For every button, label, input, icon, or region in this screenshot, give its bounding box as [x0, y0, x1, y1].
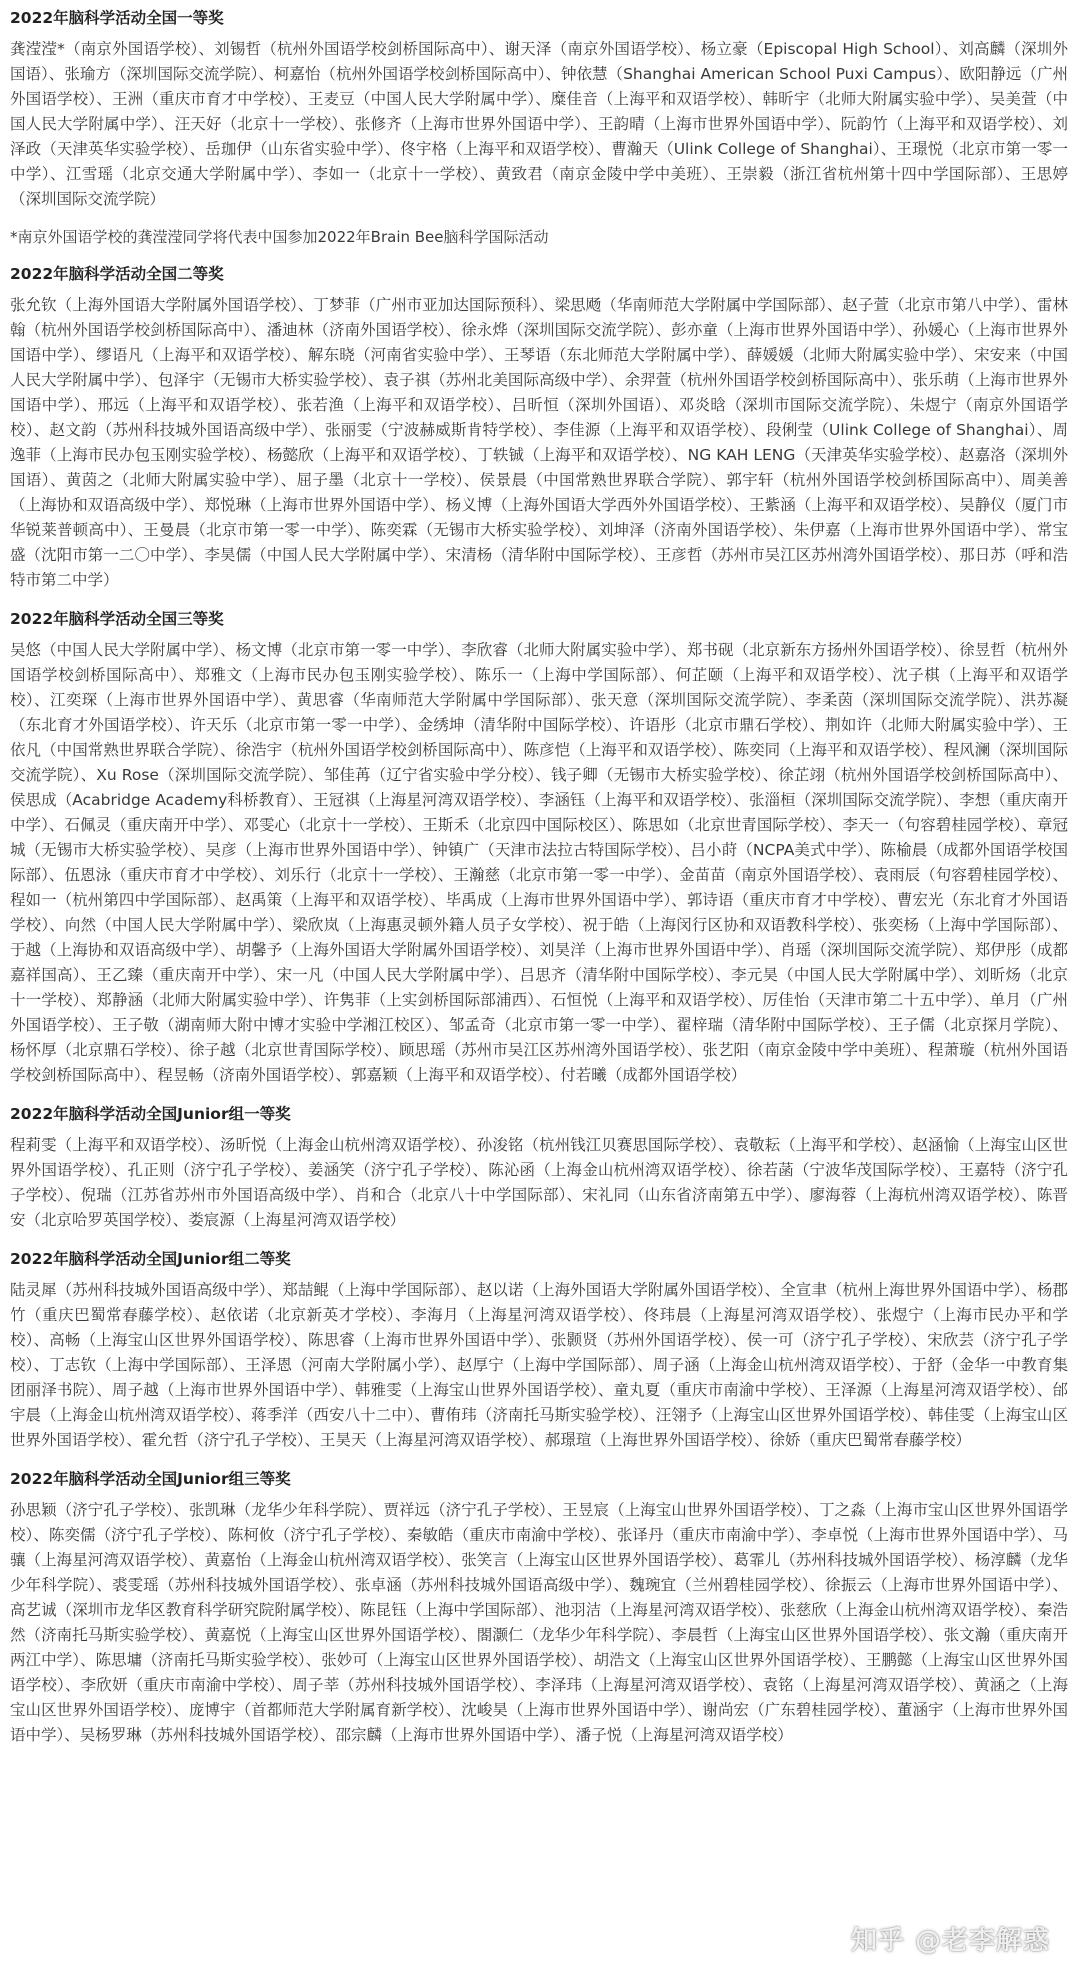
- section-body-junior-third-prize: 孙思颖（济宁孔子学校）、张凯琳（龙华少年科学院）、贾祥远（济宁孔子学校）、王昱宸（上海宝山世界外国语学校）、丁之淼（上海市宝山区世界外国语学校）、陈奕儒（济宁孔子学校）、陈柯攸（济宁孔子学校）、秦敏皓（重庆市南渝中学校）、张译丹（重庆市南渝中学）、李卓悦（上海市世界外国语中学）、马骧（上海星河湾双语学校）、黄嘉怡（上海金山杭州湾双语学校）、张笑言（上海宝山区世界外国语学校）、葛霏儿（苏州科技城外国语学校）、杨淳麟（龙华少年科学院）、裘雯瑶（苏州科技城外国语学校）、张卓涵（苏州科技城外国语高级中学）、魏琬宜（兰州碧桂园学校）、徐振云（上海市世界外国语中学）、高艺诚（深圳市龙华区教育科学研究院附属学校）、陈昆钰（上海中学国际部）、池羽洁（上海星河湾双语学校）、张慈欣（上海金山杭州湾双语学校）、秦浩然（济南托马斯实验学校）、黄嘉悦（上海宝山区世界外国语学校）、閤灏仁（龙华少年科学院）、李晨哲（上海宝山区世界外国语学校）、张文瀚（重庆南开两江中学）、陈思墉（济南托马斯实验学校）、张妙可（上海宝山区世界外国语学校）、胡浩文（上海宝山区世界外国语学校）、王鹏懿（上海宝山区世界外国语学校）、李欣妍（重庆市南渝中学校）、周子莘（苏州科技城外国语学校）、李泽玮（上海星河湾双语学校）、袁铭（上海星河湾双语学校）、黄涵之（上海宝山区世界外国语学校）、庞博宇（首都师范大学附属育新学校）、沈峻昊（上海市世界外国语中学）、谢尚宏（广东碧桂园学校）、董涵宇（上海市世界外国语中学）、吴杨罗琳（苏州科技城外国语学校）、邵宗麟（上海市世界外国语中学）、潘子悦（上海星河湾双语学校）: [10, 1501, 1068, 1744]
- footnote-brain-bee-representative: *南京外国语学校的龚滢滢同学将代表中国参加2022年Brain Bee脑科学国际活动: [10, 228, 549, 246]
- section-title-national-second-prize: 2022年脑科学活动全国二等奖: [10, 265, 224, 283]
- section-title-junior-third-prize: 2022年脑科学活动全国Junior组三等奖: [10, 1470, 291, 1488]
- section-body-junior-first-prize: 程莉雯（上海平和双语学校）、汤昕悦（上海金山杭州湾双语学校）、孙浚铭（杭州钱江贝赛思国际学校）、袁敬耘（上海平和学校）、赵涵愉（上海宝山区世界外国语学校）、孔正则（济宁孔子学校）、姜涵笑（济宁孔子学校）、陈沁函（上海金山杭州湾双语学校）、徐若菡（宁波华茂国际学校）、王嘉特（济宁孔子学校）、倪瑞（江苏省苏州市外国语高级中学）、肖和合（北京八十中学国际部）、宋礼同（山东省济南第五中学）、廖海蓉（上海杭州湾双语学校）、陈晋安（北京哈罗英国学校）、娄宸源（上海星河湾双语学校）: [10, 1136, 1068, 1229]
- section-title-national-third-prize: 2022年脑科学活动全国三等奖: [10, 610, 224, 628]
- section-body-national-third-prize: 吴悠（中国人民大学附属中学）、杨文博（北京市第一零一中学）、李欣睿（北师大附属实验中学）、郑书砚（北京新东方扬州外国语学校）、徐昱哲（杭州外国语学校剑桥国际高中）、郑雅文（上海市民办包玉刚实验学校）、陈乐一（上海中学国际部）、何芷颐（上海平和双语学校）、沈子棋（上海平和双语学校）、江奕琛（上海市世界外国语中学）、黄思睿（华南师范大学附属中学国际部）、张天意（深圳国际交流学院）、李柔茵（深圳国际交流学院）、洪苏凝（东北育才外国语学校）、许天乐（北京市第一零一中学）、金绣坤（清华附中国际学校）、许语彤（北京市鼎石学校）、荆如许（北师大附属实验中学）、王依凡（中国常熟世界联合学院）、徐浩宇（杭州外国语学校剑桥国际高中）、陈彦恺（上海平和双语学校）、陈奕同（上海平和双语学校）、程风澜（深圳国际交流学院）、Xu Rose（深圳国际交流学院）、邹佳苒（辽宁省实验中学分校）、钱子卿（无锡市大桥实验学校）、徐芷翊（杭州外国语学校剑桥国际高中）、侯思成（Acabridge Academy科桥教育）、王冠祺（上海星河湾双语学校）、李涵钰（上海平和双语学校）、张淄桓（深圳国际交流学院）、李想（重庆南开中学）、石佩灵（重庆南开中学）、邓雯心（北京十一学校）、王斯禾（北京四中国际校区）、陈思如（北京世青国际学校）、李天一（句容碧桂园学校）、章冠城（无锡市大桥实验学校）、吴彦（上海市世界外国语中学）、钟镇广（天津市法拉古特国际学校）、吕小莳（NCPA美式中学）、陈榆晨（成都外国语学校国际部）、伍恩泳（重庆市育才中学校）、刘乐行（北京十一学校）、王瀚慈（北京市第一零一中学）、金苗苗（南京外国语学校）、袁雨辰（句容碧桂园学校）、程如一（杭州第四中学国际部）、赵禹策（上海平和双语学校）、毕禹成（上海市世界外国语中学）、郭诗语（重庆市育才中学校）、曹宏光（东北育才外国语学校）、向然（中国人民大学附属中学）、梁欣岚（上海惠灵顿外籍人员子女学校）、祝于皓（上海闵行区协和双语教科学校）、张奕杨（上海中学国际部）、于越（上海协和双语高级中学）、胡馨予（上海外国语大学附属外国语学校）、刘昊洋（上海市世界外国语中学）、肖瑶（深圳国际交流学院）、郑伊彤（成都嘉祥国高）、王乙臻（重庆南开中学）、宋一凡（中国人民大学附属中学）、吕思齐（清华附中国际学校）、李元昊（中国人民大学附属中学）、刘昕炀（北京十一学校）、郑静涵（北师大附属实验中学）、许隽菲（上实剑桥国际部浦西）、石恒悦（上海平和双语学校）、厉佳怡（天津市第二十五中学）、单月（广州外国语学校）、王子敬（湖南师大附中博才实验中学湘江校区）、邹孟奇（北京市第一零一中学）、翟梓瑞（清华附中国际学校）、王子儒（北京探月学院）、杨怀厚（北京鼎石学校）、徐子越（北京世青国际学校）、顾思瑶（苏州市吴江区苏州湾外国语学校）、张艺阳（南京金陵中学中美班）、程萧璇（杭州外国语学校剑桥国际高中）、程昱畅（济南外国语学校）、郭嘉颖（上海平和双语学校）、付若曦（成都外国语学校）: [10, 641, 1068, 1084]
- section-title-national-first-prize: 2022年脑科学活动全国一等奖: [10, 9, 224, 27]
- section-body-national-second-prize: 张允钦（上海外国语大学附属外国语学校）、丁梦菲（广州市亚加达国际预科）、梁思飏（华南师范大学附属中学国际部）、赵子萱（北京市第八中学）、雷林翰（杭州外国语学校剑桥国际高中）、潘迪林（济南外国语学校）、徐永烨（深圳国际交流学院）、彭亦童（上海市世界外国语中学）、孙媛心（上海市世界外国语中学）、缪语凡（上海平和双语学校）、解东晓（河南省实验中学）、王琴语（东北师范大学附属中学）、薛媛媛（北师大附属实验中学）、宋安来（中国人民大学附属中学）、包泽宇（无锡市大桥实验学校）、袁子祺（苏州北美国际高级中学）、余羿萱（杭州外国语学校剑桥国际高中）、张乐萌（上海市世界外国语中学）、邢远（上海平和双语学校）、张若渔（上海平和双语学校）、吕昕恒（深圳外国语）、邓炎晗（深圳市国际交流学院）、朱煜宁（南京外国语学校）、赵文韵（苏州科技城外国语高级中学）、张丽雯（宁波赫威斯肯特学校）、李佳源（上海平和双语学校）、段俐莹（Ulink College of Shanghai）、周逸菲（上海市民办包玉刚实验学校）、杨懿欣（上海平和双语学校）、丁轶铖（上海平和双语学校）、NG KAH LENG（天津英华实验学校）、赵嘉洛（深圳外国语）、黄茵之（北师大附属实验中学）、屈子墨（北京十一学校）、侯景晨（中国常熟世界联合学院）、郭宇轩（杭州外国语学校剑桥国际高中）、周美善（上海协和双语高级中学）、郑悦琳（上海市世界外国语中学）、杨义博（上海外国语大学西外外国语学校）、王紫涵（上海平和双语学校）、吴静仪（厦门市华锐莱普顿高中）、王曼晨（北京市第一零一中学）、陈奕霖（无锡市大桥实验学校）、刘坤泽（济南外国语学校）、朱伊嘉（上海市世界外国语中学）、常宝盛（沈阳市第一二〇中学）、李昊儒（中国人民大学附属中学）、宋清杨（清华附中国际学校）、王彦哲（苏州市吴江区苏州湾外国语学校）、那日苏（呼和浩特市第二中学）: [10, 296, 1068, 589]
- section-body-junior-second-prize: 陆灵犀（苏州科技城外国语高级中学）、郑喆鲲（上海中学国际部）、赵以诺（上海外国语大学附属外国语学校）、全宣聿（杭州上海世界外国语中学）、杨郡竹（重庆巴蜀常春藤学校）、赵依诺（北京新英才学校）、李海月（上海星河湾双语学校）、佟玮晨（上海星河湾双语学校）、张煜宁（上海市民办平和学校）、高畅（上海宝山区世界外国语学校）、陈思睿（上海市世界外国语中学）、张颢贤（苏州外国语学校）、侯一可（济宁孔子学校）、宋欣芸（济宁孔子学校）、丁志钦（上海中学国际部）、王泽恩（河南大学附属小学）、赵厚宁（上海中学国际部）、周子涵（上海金山杭州湾双语学校）、于舒（金华一中教育集团丽泽书院）、周子越（上海市世界外国语中学）、韩雅雯（上海宝山世界外国语学校）、童丸夏（重庆市南渝中学校）、王泽源（上海星河湾双语学校）、邰宇晨（上海金山杭州湾双语学校）、蒋季洋（西安八十二中）、曹侑玮（济南托马斯实验学校）、汪翎予（上海宝山区世界外国语学校）、韩佳雯（上海宝山区世界外国语学校）、霍允哲（济宁孔子学校）、王昊天（上海星河湾双语学校）、郝璟瑄（上海世界外国语学校）、徐娇（重庆巴蜀常春藤学校）: [10, 1281, 1068, 1449]
- section-title-junior-second-prize: 2022年脑科学活动全国Junior组二等奖: [10, 1250, 291, 1268]
- zhihu-watermark: 知乎 @老李解惑: [850, 1926, 1050, 1956]
- section-body-national-first-prize: 龚滢滢*（南京外国语学校）、刘锡哲（杭州外国语学校剑桥国际高中）、谢天泽（南京外国语学校）、杨立豪（Episcopal High School）、刘高麟（深圳外国语）、张瑜方（深圳国际交流学院）、柯嘉怡（杭州外国语学校剑桥国际高中）、钟依慧（Shanghai American School Puxi Campus）、欧阳静远（广州外国语学校）、王洲（重庆市育才中学校）、王麦豆（中国人民大学附属中学）、糜佳音（上海平和双语学校）、韩昕宇（北师大附属实验中学）、吴美萱（中国人民大学附属中学）、汪天好（北京十一学校）、张修齐（上海市世界外国语中学）、王韵晴（上海市世界外国语中学）、阮韵竹（上海平和双语学校）、刘泽政（天津英华实验学校）、岳珈伊（山东省实验中学）、佟宇格（上海平和双语学校）、曹瀚天（Ulink College of Shanghai）、王璟悦（北京市第一零一中学）、江雪瑶（北京交通大学附属中学）、李如一（北京十一学校）、黄致君（南京金陵中学中美班）、王崇毅（浙江省杭州第十四中学国际部）、王思婷（深圳国际交流学院）: [10, 40, 1068, 208]
- section-title-junior-first-prize: 2022年脑科学活动全国Junior组一等奖: [10, 1105, 291, 1123]
